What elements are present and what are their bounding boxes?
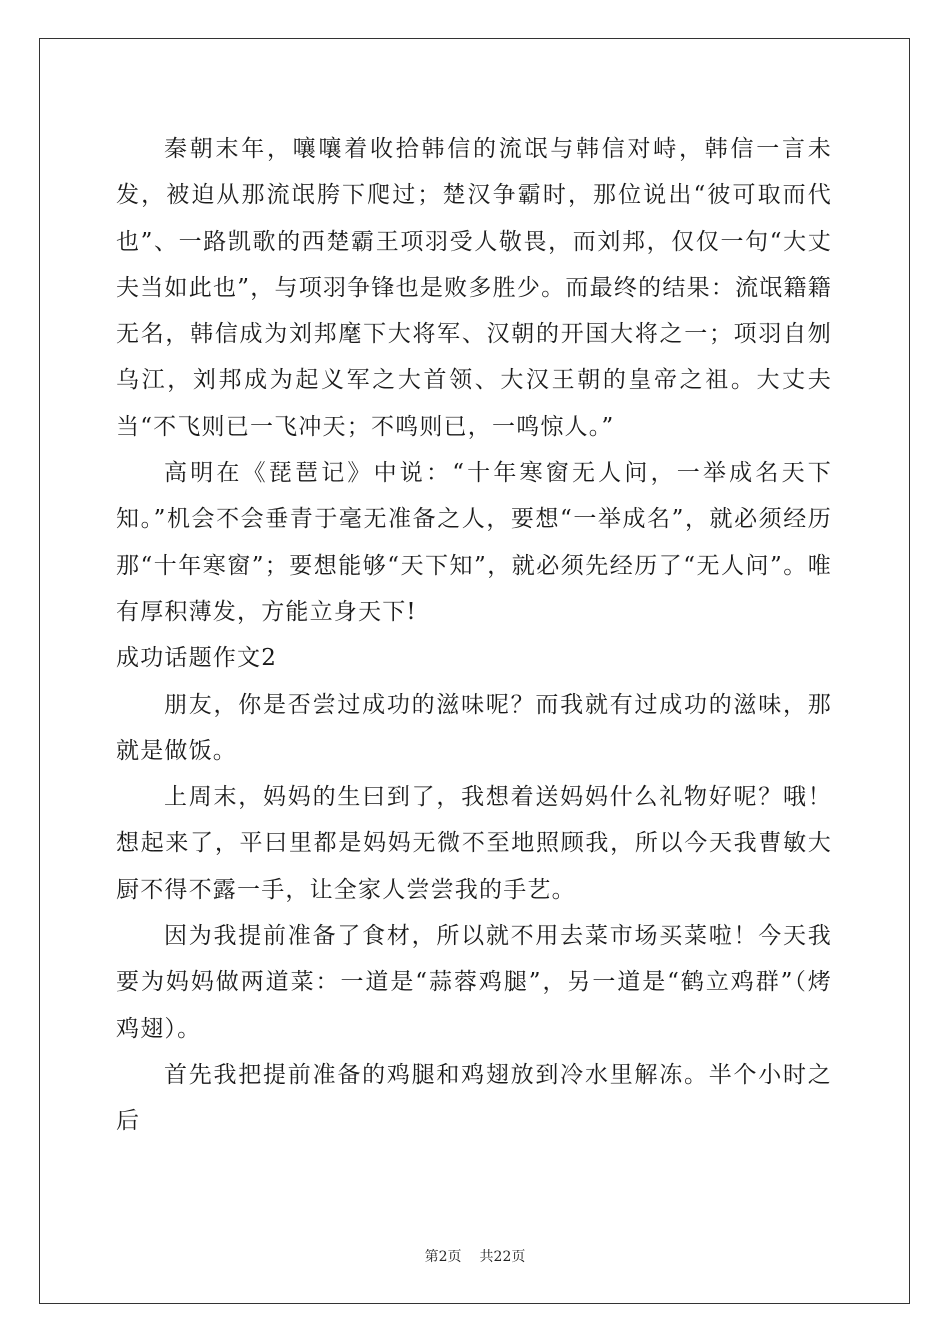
paragraph: 高明在《琵琶记》中说：“十年寒窗无人问，一举成名天下知。”机会不会垂青于毫无准备之人，要想“一举成名”，就必须经历那“十年寒窗”；要想能够“天下知”，就必须先经历了“无人问”。唯有厚积薄发，方能立身天下! (116, 460, 832, 625)
paragraph: 秦朝末年，嚷嚷着收拾韩信的流氓与韩信对峙，韩信一言未发，被迫从那流氓胯下爬过；楚汉争霸时，那位说出“彼可取而代也”、一路凯歌的西楚霸王项羽受人敬畏，而刘邦，仅仅一句“大丈夫当如此也”，与项羽争锋也是败多胜少。而最终的结果：流氓籍籍无名，韩信成为刘邦麾下大将军、汉朝的开国大将之一；项羽自刎乌江，刘邦成为起义军之大首领、大汉王朝的皇帝之祖。大丈夫当“不飞则已一飞冲天；不鸣则已，一鸣惊人。” (116, 136, 832, 440)
paragraph: 上周末，妈妈的生曰到了，我想着送妈妈什么礼物好呢？哦！想起来了，平曰里都是妈妈无微不至地照顾我，所以今天我曹敏大厨不得不露一手，让全家人尝尝我的手艺。 (116, 784, 832, 903)
page-footer (0, 1246, 950, 1266)
paragraph: 朋友，你是否尝过成功的滋味呢？而我就有过成功的滋味，那就是做饭。 (116, 691, 832, 764)
section-heading: 成功话题作文2 (116, 645, 278, 672)
paragraph: 因为我提前准备了食材，所以就不用去菜市场买菜啦！今天我要为妈妈做两道菜：一道是“蒜蓉鸡腿”，另一道是“鹤立鸡群”（烤鸡翅）。 (116, 923, 832, 1042)
page-total: 共22页 (479, 1249, 526, 1265)
document-body (116, 126, 832, 1145)
page-number: 第2页 (424, 1249, 462, 1265)
paragraph: 首先我把提前准备的鸡腿和鸡翅放到冷水里解冻。半个小时之后 (116, 1061, 832, 1135)
